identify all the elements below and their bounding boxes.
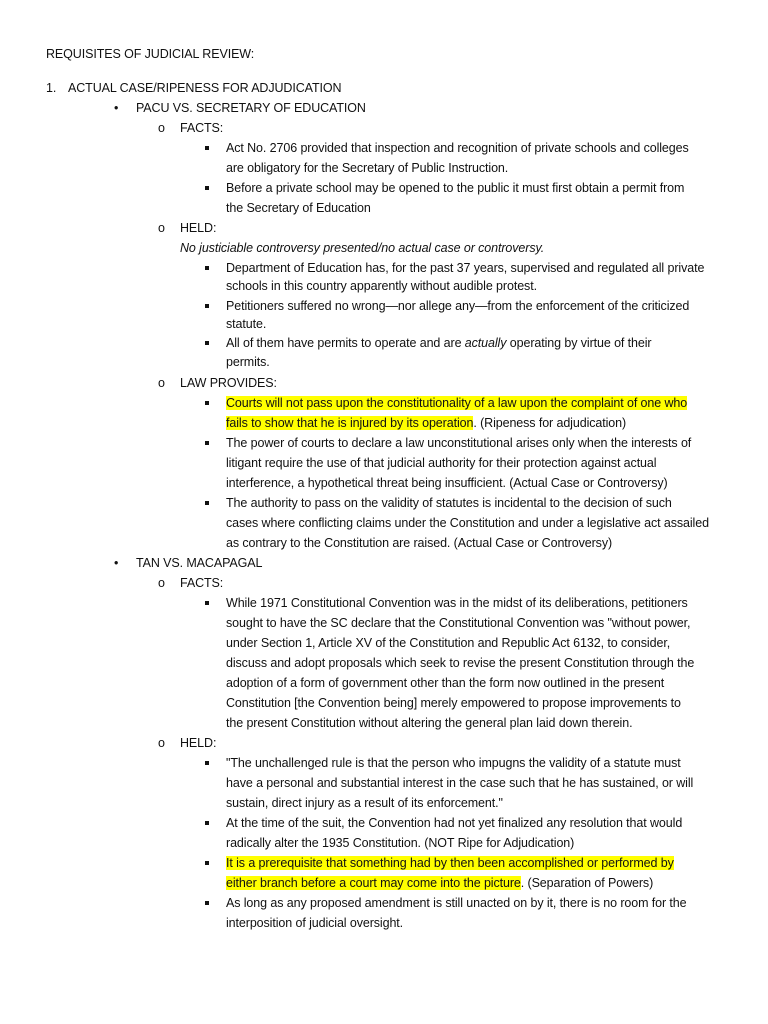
law-line: litigant require the use of that judicial authority for their protection against actual xyxy=(226,456,657,470)
law-line: as contrary to the Constitution are raised. (Actual Case or Controversy) xyxy=(226,536,613,550)
bullet-square xyxy=(205,266,209,270)
bullet-square xyxy=(205,501,209,505)
fact-line: are obligatory for the Secretary of Public Instruction. xyxy=(226,161,509,175)
held-label: HELD: xyxy=(180,221,217,235)
bullet-circle: o xyxy=(158,736,165,750)
fact-line: Act No. 2706 provided that inspection and recognition of private schools and colleges xyxy=(226,141,689,155)
fact-line: Before a private school may be opened to the public it must first obtain a permit from xyxy=(226,181,685,195)
held-line: "The unchallenged rule is that the person who impugns the validity of a statute must xyxy=(226,756,681,770)
held-intro: No justiciable controversy presented/no actual case or controversy. xyxy=(180,241,545,255)
bullet-square xyxy=(205,861,209,865)
bullet-circle: o xyxy=(158,121,165,135)
bullet-dot: • xyxy=(114,556,119,570)
bullet-square xyxy=(205,146,209,150)
bullet-square xyxy=(205,441,209,445)
held-line: As long as any proposed amendment is still unacted on by it, there is no room for the xyxy=(226,896,687,910)
highlight: It is a prerequisite that something had by then been accomplished or performed by xyxy=(226,856,674,870)
law-line: interference, a hypothetical threat being insufficient. (Actual Case or Controversy) xyxy=(226,476,668,490)
fact-line: adoption of a form of government other than the form now outlined in the present xyxy=(226,676,665,690)
held-label: HELD: xyxy=(180,736,217,750)
law-line-highlighted xyxy=(226,394,687,412)
fact-line: While 1971 Constitutional Convention was in the midst of its deliberations, petitioners xyxy=(226,596,688,610)
bullet-circle: o xyxy=(158,376,165,390)
bullet-square xyxy=(205,304,209,308)
bullet-square xyxy=(205,341,209,345)
law-provides-label: LAW PROVIDES: xyxy=(180,376,277,390)
held-line: Petitioners suffered no wrong—nor allege any—from the enforcement of the criticized xyxy=(226,299,690,313)
law-line: The authority to pass on the validity of statutes is incidental to the decision of such xyxy=(226,496,672,510)
held-line: have a personal and substantial interest in the case such that he has sustained, or will xyxy=(226,776,694,790)
law-line: The power of courts to declare a law unconstitutional arises only when the interests of xyxy=(226,436,692,450)
bullet-circle: o xyxy=(158,576,165,590)
fact-line: the Secretary of Education xyxy=(226,201,371,215)
bullet-square xyxy=(205,761,209,765)
fact-line: sought to have the SC declare that the Constitutional Convention was "without power, xyxy=(226,616,691,630)
bullet-circle: o xyxy=(158,221,165,235)
section-heading: ACTUAL CASE/RIPENESS FOR ADJUDICATION xyxy=(68,81,342,95)
held-line: statute. xyxy=(226,317,267,331)
bullet-dot: • xyxy=(114,101,119,115)
facts-label: FACTS: xyxy=(180,121,224,135)
law-line: cases where conflicting claims under the Constitution and under a legislative act assailed xyxy=(226,516,709,530)
held-line-highlighted xyxy=(226,854,674,872)
highlight: either branch before a court may come into the picture xyxy=(226,876,521,890)
fact-line: Constitution [the Convention being] merely empowered to propose improvements to xyxy=(226,696,681,710)
case-title-pacu: PACU VS. SECRETARY OF EDUCATION xyxy=(136,101,366,115)
fact-line: the present Constitution without altering the general plan laid down therein. xyxy=(226,716,633,730)
document-title: REQUISITES OF JUDICIAL REVIEW: xyxy=(46,47,255,61)
facts-label: FACTS: xyxy=(180,576,224,590)
held-line: interposition of judicial oversight. xyxy=(226,916,404,930)
held-line: At the time of the suit, the Convention had not yet finalized any resolution that would xyxy=(226,816,683,830)
held-line: radically alter the 1935 Constitution. (NOT Ripe for Adjudication) xyxy=(226,836,575,850)
held-line: permits. xyxy=(226,355,270,369)
case-title-tan: TAN VS. MACAPAGAL xyxy=(136,556,263,570)
highlight: fails to show that he is injured by its operation xyxy=(226,416,474,430)
bullet-square xyxy=(205,821,209,825)
bullet-square xyxy=(205,601,209,605)
held-line: either branch before a court may come into the picture. (Separation of Powers) xyxy=(226,876,654,890)
bullet-square xyxy=(205,901,209,905)
held-line: schools in this country apparently without audible protest. xyxy=(226,279,537,293)
held-line: sustain, direct injury as a result of its enforcement." xyxy=(226,796,503,810)
highlight: Courts will not pass upon the constitutionality of a law upon the complaint of one who xyxy=(226,396,688,410)
held-line: All of them have permits to operate and are actually operating by virtue of their xyxy=(226,336,652,350)
bullet-square xyxy=(205,186,209,190)
fact-line: discuss and adopt proposals which seek to revise the present Constitution through the xyxy=(226,656,695,670)
bullet-square xyxy=(205,401,209,405)
law-line: fails to show that he is injured by its operation. (Ripeness for adjudication) xyxy=(226,416,627,430)
section-number: 1. xyxy=(46,81,57,95)
held-line: Department of Education has, for the past 37 years, supervised and regulated all private xyxy=(226,261,705,275)
fact-line: under Section 1, Article XV of the Constitution and Republic Act 6132, to consider, xyxy=(226,636,671,650)
